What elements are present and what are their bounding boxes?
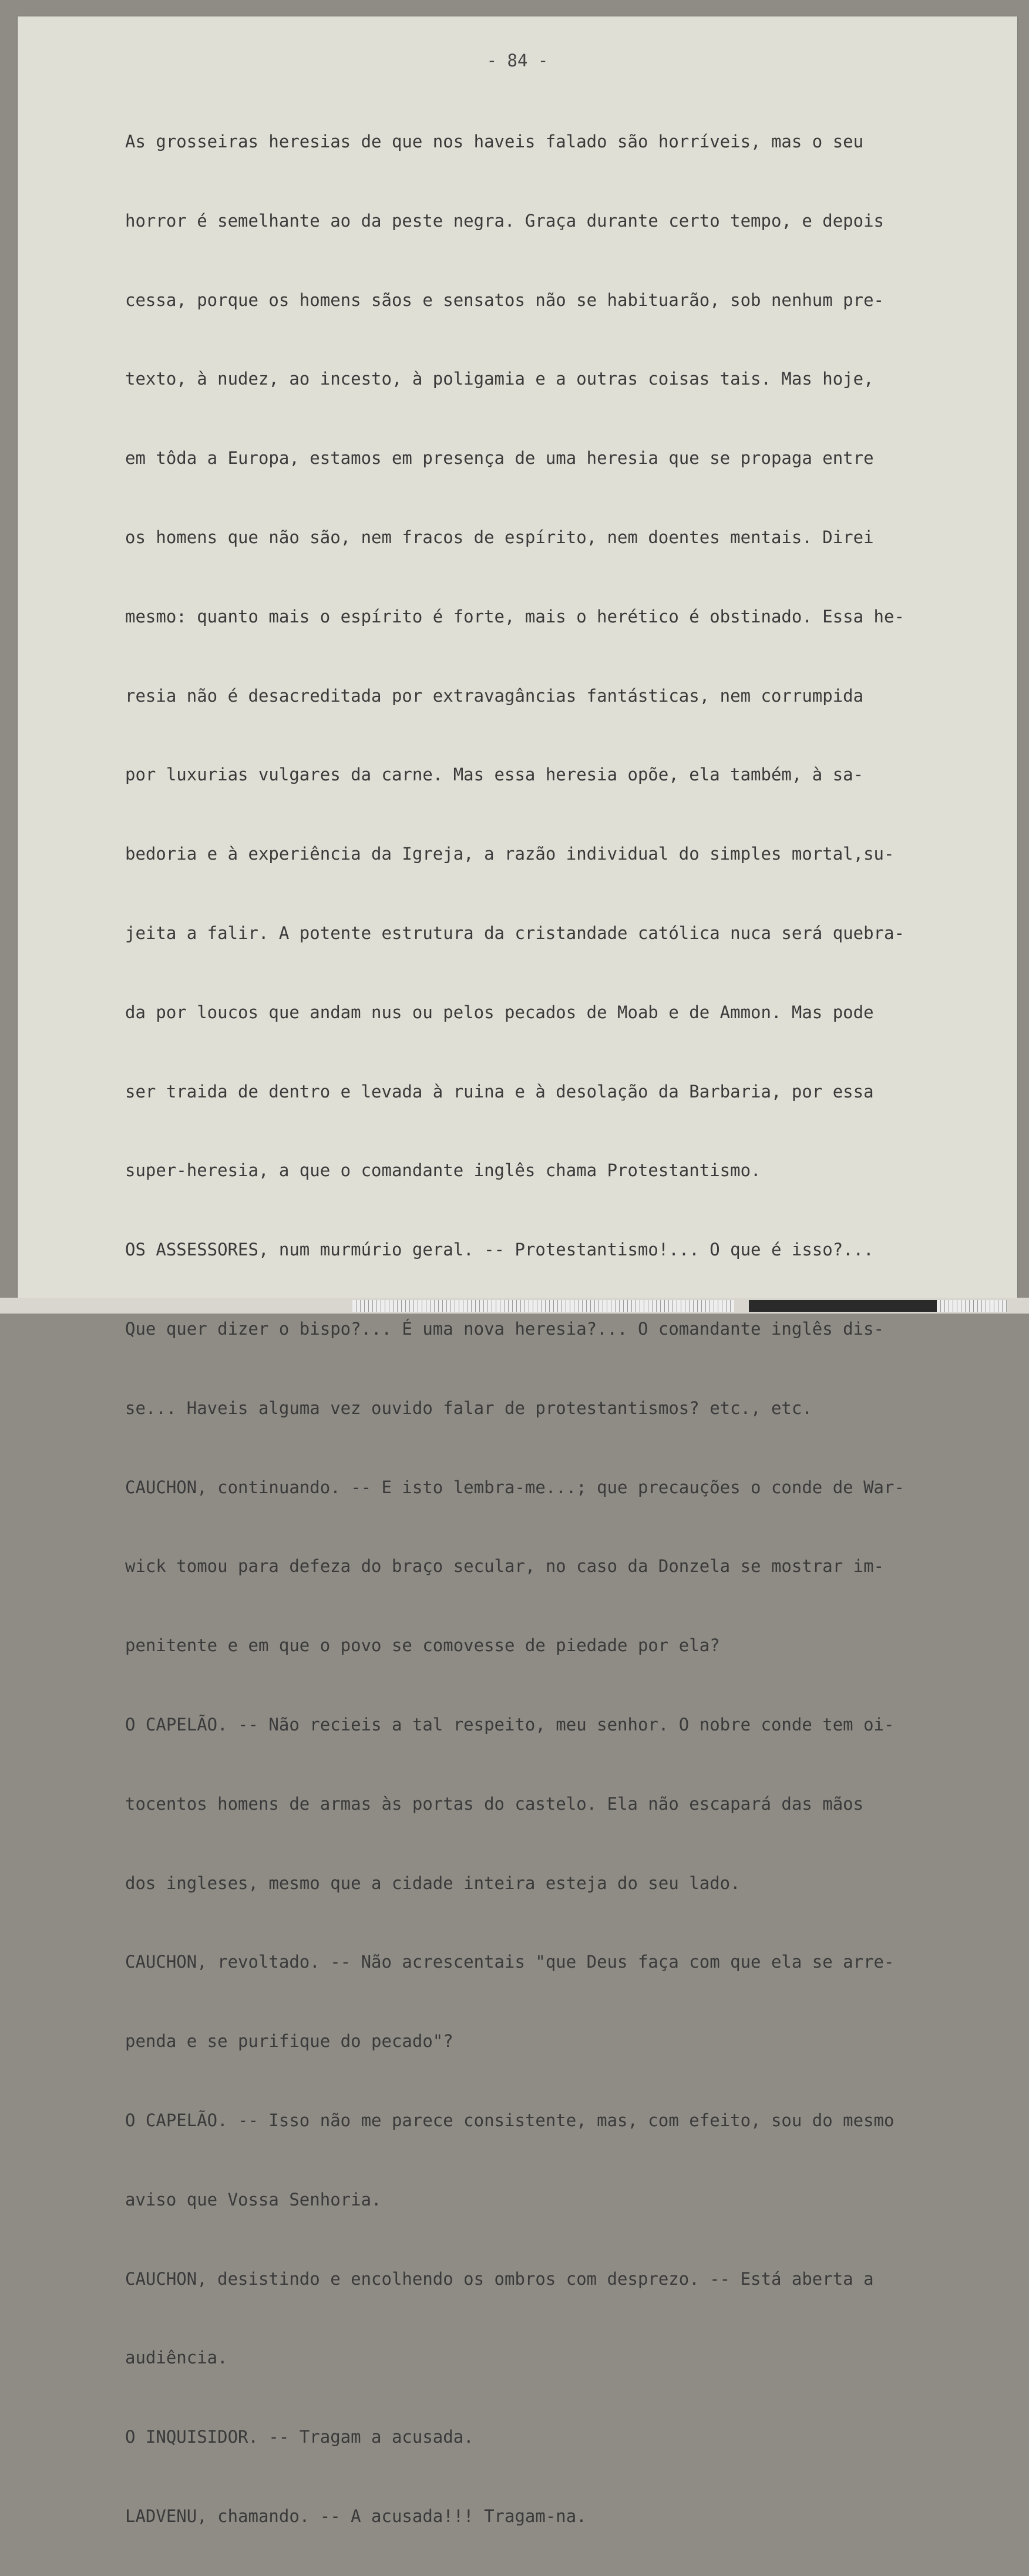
text-line: os homens que não são, nem fracos de espírito, nem doentes mentais. Direi <box>125 527 874 547</box>
text-line: wick tomou para defeza do braço secular, no caso da Donzela se mostrar im- <box>125 1556 885 1577</box>
text-line: super-heresia, a que o comandante inglês chama Protestantismo. <box>125 1160 761 1181</box>
text-line: CAUCHON, desistindo e encolhendo os ombros com desprezo. -- Está aberta a <box>125 2268 874 2289</box>
text-line: tocentos homens de armas às portas do castelo. Ela não escapará das mãos <box>125 1793 864 1814</box>
text-line: O CAPELÃO. -- Isso não me parece consistente, mas, com efeito, sou do mesmo <box>125 2110 895 2130</box>
text-line: O CAPELÃO. -- Não recieis a tal respeito, meu senhor. O nobre conde tem oi- <box>125 1714 895 1735</box>
text-line: dos ingleses, mesmo que a cidade inteira esteja do seu lado. <box>125 1873 741 1893</box>
text-line: resia não é desacreditada por extravagâncias fantásticas, nem corrumpida <box>125 685 864 706</box>
document-page <box>18 16 1017 2526</box>
text-line: mesmo: quanto mais o espírito é forte, mais o herético é obstinado. Essa he- <box>125 606 904 627</box>
text-line: penitente e em que o povo se comovesse de piedade por ela? <box>125 1635 720 1656</box>
text-line: se... Haveis alguma vez ouvido falar de protestantismos? etc., etc. <box>125 1398 812 1418</box>
scale-ruler-dark-segment <box>749 1300 937 1312</box>
scale-ruler <box>352 1300 734 1312</box>
page-number: - 84 - <box>486 50 549 70</box>
text-line: bedoria e à experiência da Igreja, a razão individual do simples mortal,su- <box>125 844 895 864</box>
text-line: horror é semelhante ao da peste negra. Graça durante certo tempo, e depois <box>125 210 885 231</box>
text-line: LADVENU, chamando. -- A acusada!!! Tragam-na. <box>125 2506 587 2526</box>
text-line: audiência. <box>125 2348 228 2368</box>
text-line: Que quer dizer o bispo?... É uma nova heresia?... O comandante inglês dis- <box>125 1318 885 1339</box>
scale-ruler-end <box>937 1300 1007 1312</box>
typewritten-text <box>125 82 1015 2576</box>
text-line: CAUCHON, revoltado. -- Não acrescentais "que Deus faça com que ela se arre- <box>125 1952 895 1972</box>
text-line: em tôda a Europa, estamos em presença de uma heresia que se propaga entre <box>125 448 874 469</box>
text-line: As grosseiras heresias de que nos haveis falado são horríveis, mas o seu <box>125 132 864 151</box>
text-line: ser traida de dentro e levada à ruina e à desolação da Barbaria, por essa <box>125 1081 874 1102</box>
text-line: aviso que Vossa Senhoria. <box>125 2189 382 2210</box>
text-line: da por loucos que andam nus ou pelos pecados de Moab e de Ammon. Mas pode <box>125 1002 874 1022</box>
text-line: cessa, porque os homens sãos e sensatos não se habituarão, sob nenhum pre- <box>125 289 885 310</box>
text-line: por luxurias vulgares da carne. Mas essa heresia opõe, ela também, à sa- <box>125 765 864 785</box>
text-line: OS ASSESSORES, num murmúrio geral. -- Protestantismo!... O que é isso?... <box>125 1240 874 1260</box>
text-line: jeita a falir. A potente estrutura da cristandade católica nuca será quebra- <box>125 922 904 943</box>
text-line: CAUCHON, continuando. -- E isto lembra-me...; que precauções o conde de War- <box>125 1477 904 1497</box>
text-line: penda e se purifique do pecado"? <box>125 2031 453 2052</box>
text-line: O INQUISIDOR. -- Tragam a acusada. <box>125 2427 474 2447</box>
text-line: texto, à nudez, ao incesto, à poligamia e a outras coisas tais. Mas hoje, <box>125 369 874 389</box>
